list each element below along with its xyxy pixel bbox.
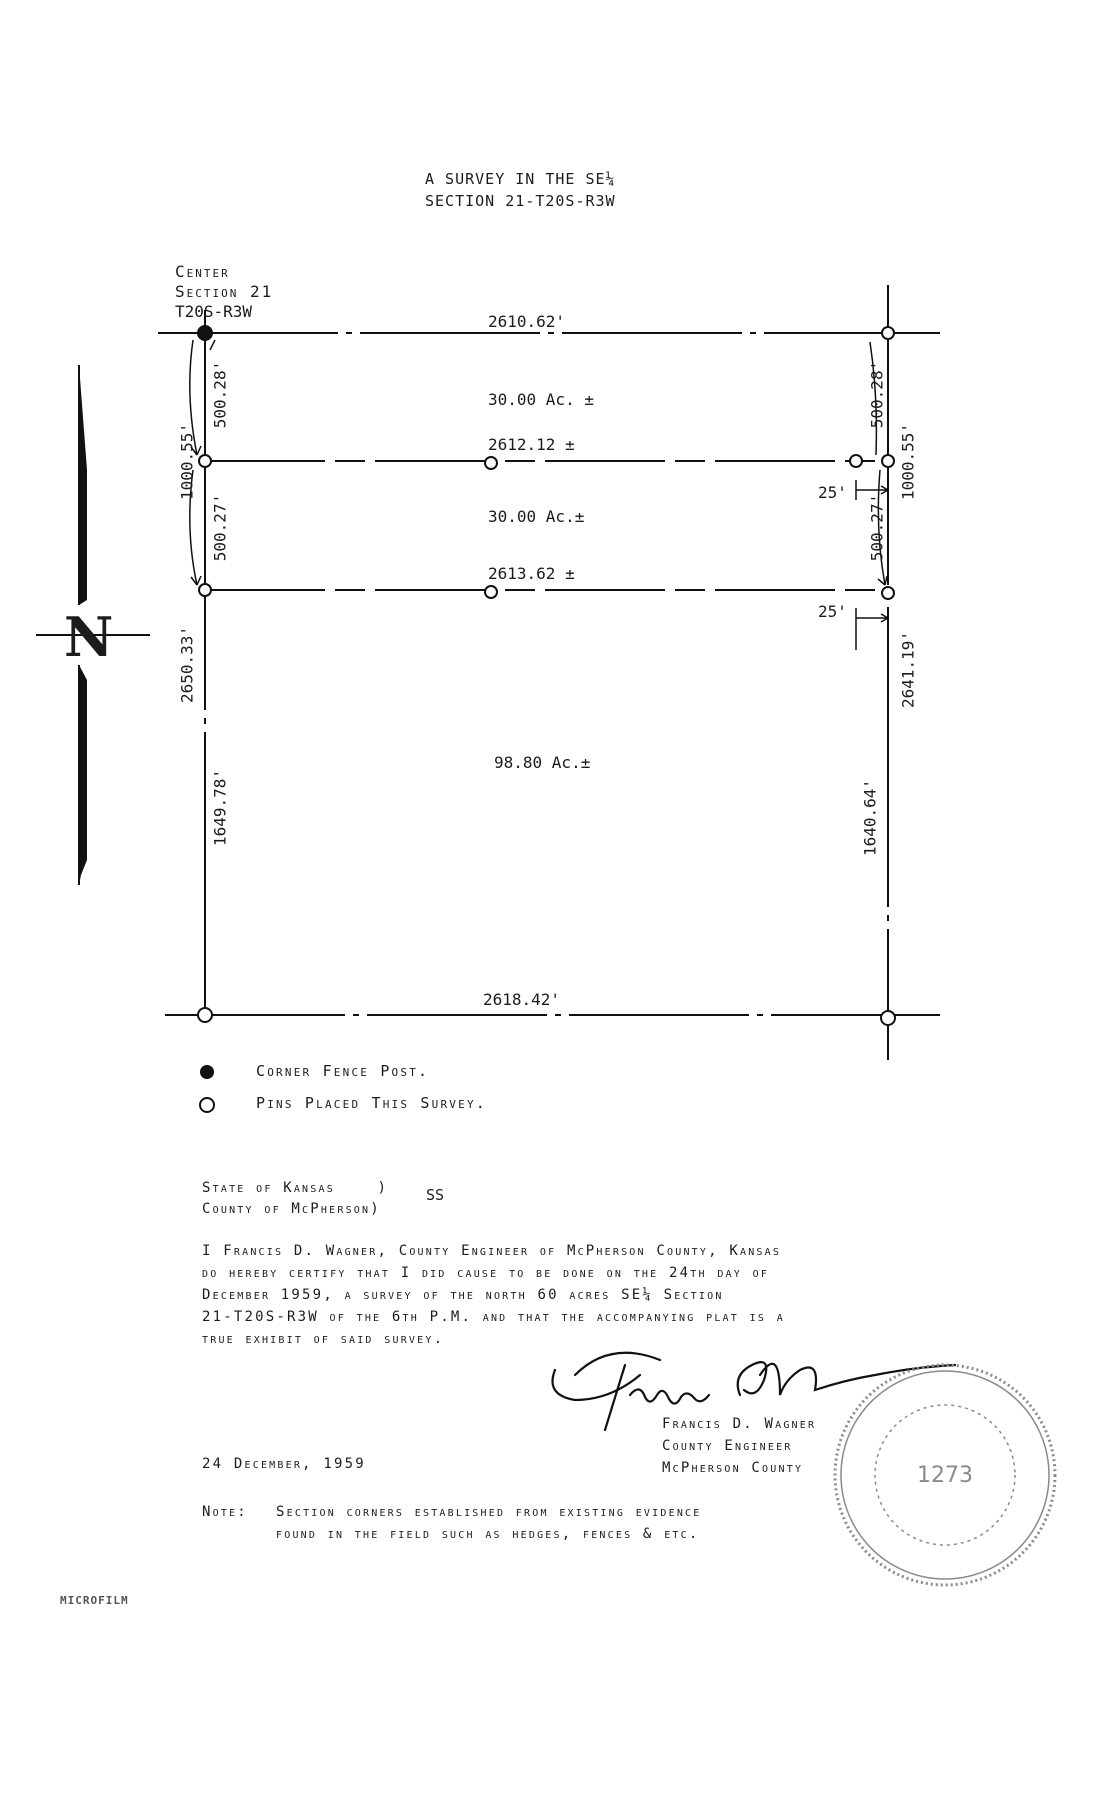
legend-open-circle [200, 1098, 214, 1112]
dim-right-outer-lower: 2641.19' [898, 630, 918, 709]
area-1: 30.00 Ac. ± [488, 390, 594, 409]
area-2: 30.00 Ac.± [488, 507, 585, 526]
note-line-2: found in the field such as hedges, fences & etc. [276, 1526, 700, 1542]
survey-date: 24 December, 1959 [202, 1456, 366, 1472]
pin-marker [882, 327, 894, 339]
offset-2: 25' [818, 602, 847, 621]
venue-state: State of Kansas ) [202, 1180, 389, 1196]
title-line-2: SECTION 21-T20S-R3W [425, 192, 616, 210]
pin-marker [882, 455, 894, 467]
note-line-1: Section corners established from existing evidence [276, 1504, 702, 1520]
certificate-line-1: I Francis D. Wagner, County Engineer of McPherson County, Kansas [202, 1243, 782, 1259]
dim-right-inner-1: 500.28' [867, 360, 887, 429]
dim-right-outer-upper: 1000.55' [898, 422, 918, 501]
dim-left-inner-1: 500.28' [210, 360, 230, 429]
dim-right-inner-2: 500.27' [867, 493, 887, 562]
certificate-line-3: December 1959, a survey of the north 60 acres SE¼ Section [202, 1287, 724, 1303]
dim-top: 2610.62' [488, 312, 566, 331]
legend-pins-placed: Pins Placed This Survey. [256, 1094, 488, 1112]
pin-marker [485, 457, 497, 469]
pin-marker [882, 587, 894, 599]
area-3: 98.80 Ac.± [494, 753, 591, 772]
legend-corner-fence-post: Corner Fence Post. [256, 1062, 430, 1080]
center-label-1: Center [175, 262, 230, 281]
venue-county: County of McPherson) [202, 1201, 381, 1217]
seal-number: 1273 [917, 1463, 973, 1488]
dim-left-lower: 1649.78' [210, 768, 230, 847]
dim-row1: 2612.12 ± [488, 435, 575, 454]
pin-marker [850, 455, 862, 467]
dim-left-outer-lower: 2650.33' [177, 625, 197, 704]
signature-county: McPherson County [662, 1460, 804, 1476]
microfilm-stamp: MICROFILM [60, 1594, 129, 1607]
dim-bottom: 2618.42' [483, 990, 561, 1009]
venue-ss: SS [426, 1186, 445, 1204]
pin-marker [199, 584, 211, 596]
center-label-2: Section 21 [175, 282, 274, 301]
corner-fence-post-marker [198, 326, 212, 340]
dim-row2: 2613.62 ± [488, 564, 575, 583]
signature-name: Francis D. Wagner [662, 1416, 817, 1432]
north-letter: N [64, 605, 114, 669]
legend-filled-circle [200, 1065, 214, 1079]
dim-left-outer-upper: 1000.55' [177, 422, 197, 501]
certificate-line-4: 21-T20S-R3W of the 6th P.M. and that the accompanying plat is a [202, 1309, 785, 1325]
title-line-1: A SURVEY IN THE SE¼ [425, 170, 616, 188]
dim-right-lower: 1640.64' [860, 778, 880, 857]
certificate-line-2: do hereby certify that I did cause to be done on the 24th day of [202, 1265, 770, 1281]
note-label: Note: [202, 1504, 248, 1520]
signature-title: County Engineer [662, 1438, 793, 1454]
pin-marker [485, 586, 497, 598]
dim-left-inner-2: 500.27' [210, 493, 230, 562]
pin-marker [199, 455, 211, 467]
pin-marker [881, 1011, 895, 1025]
offset-1: 25' [818, 483, 847, 502]
engineer-seal [835, 1365, 1055, 1585]
certificate-line-5: true exhibit of said survey. [202, 1331, 445, 1347]
pin-marker [198, 1008, 212, 1022]
center-label-3: T20S-R3W [175, 302, 253, 321]
